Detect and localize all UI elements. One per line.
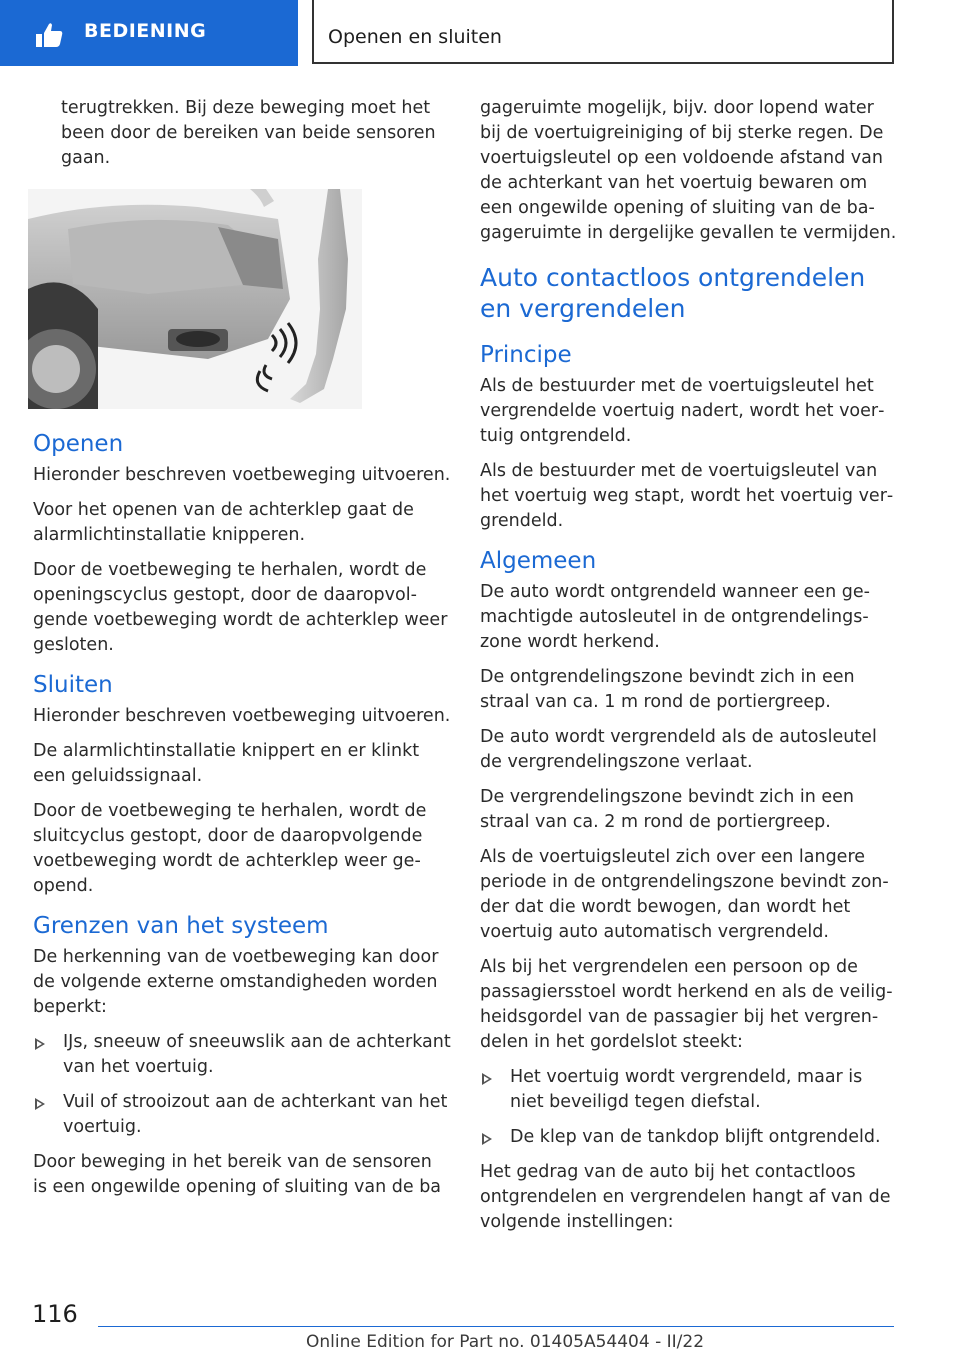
openen-paragraph-3: Door de voetbeweging te herhalen, wordt de openingscyclus gestopt, door de daaropvolgende voetbeweging wordt de achterklep weer gesloten. bbox=[33, 560, 448, 655]
list-item-text: De klep van de tankdop blijft ontgrendeld. bbox=[510, 1127, 881, 1147]
triangle-bullet-icon bbox=[482, 1133, 492, 1145]
triangle-bullet-icon bbox=[482, 1073, 492, 1085]
heading-contactloos: Auto contactloos ontgrendelen en vergrendelen bbox=[480, 263, 866, 323]
openen-paragraph-1: Hieronder beschreven voetbeweging uitvoeren. bbox=[33, 465, 451, 485]
heading-sluiten: Sluiten bbox=[33, 672, 113, 698]
car-rear-illustration bbox=[28, 189, 362, 409]
algemeen-paragraph-3: De auto wordt vergrendeld als de autosleutel de vergrendelingszone verlaat. bbox=[480, 727, 877, 772]
footer-divider bbox=[98, 1326, 894, 1327]
right-column bbox=[480, 96, 898, 1245]
intro-paragraph: terugtrekken. Bij deze beweging moet het been door de bereiken van beide sensoren gaan. bbox=[61, 98, 436, 168]
sluiten-paragraph-3: Door de voetbeweging te herhalen, wordt de sluitcyclus gestopt, door de daaropvolgende voetbeweging wordt de achterklep weer geopend. bbox=[33, 801, 427, 896]
openen-paragraph-2: Voor het openen van de achterklep gaat de alarmlichtinstallatie knipperen. bbox=[33, 500, 414, 545]
hand-pointer-icon bbox=[32, 20, 66, 50]
chapter-title: Openen en sluiten bbox=[328, 26, 502, 48]
heading-openen: Openen bbox=[33, 431, 124, 457]
algemeen-paragraph-7: Het gedrag van de auto bij het contactloos ontgrendelen en vergrendelen hangt af van de volgende instellingen: bbox=[480, 1162, 891, 1232]
algemeen-paragraph-1: De auto wordt ontgrendeld wanneer een gemachtigde autosleutel in de ontgrendelingszone wordt herkend. bbox=[480, 582, 870, 652]
sluiten-paragraph-1: Hieronder beschreven voetbeweging uitvoeren. bbox=[33, 706, 451, 726]
footer-edition: Online Edition for Part no. 01405A54404 - II/22 bbox=[306, 1332, 705, 1352]
principe-paragraph-2: Als de bestuurder met de voertuigsleutel van het voertuig weg stapt, wordt het voertuig vergrendeld. bbox=[480, 461, 894, 531]
list-item-text: Vuil of strooizout aan de achterkant van het voertuig. bbox=[63, 1092, 448, 1137]
heading-grenzen: Grenzen van het systeem bbox=[33, 913, 329, 939]
heading-algemeen: Algemeen bbox=[480, 548, 597, 574]
rear-bumper-foot-sensor-figure bbox=[28, 189, 362, 409]
algemeen-paragraph-6: Als bij het vergrendelen een persoon op de passagiersstoel wordt herkend en als de veiligheidsgordel van de passagier bij het vergrendelen in het gordelslot steekt: bbox=[480, 957, 893, 1052]
principe-paragraph-1: Als de bestuurder met de voertuigsleutel het vergrendelde voertuig nadert, wordt het voertuig ontgrendeld. bbox=[480, 376, 885, 446]
list-item bbox=[480, 1065, 898, 1115]
list-item bbox=[33, 1090, 451, 1140]
triangle-bullet-icon bbox=[35, 1038, 45, 1050]
algemeen-paragraph-5: Als de voertuigsleutel zich over een langere periode in de ontgrendelingszone bevindt zonder dat die wordt bewogen, dan wordt het voertuig auto automatisch vergrendeld. bbox=[480, 847, 889, 942]
list-item bbox=[33, 1030, 451, 1080]
page-header bbox=[0, 0, 960, 66]
section-label: BEDIENING bbox=[84, 20, 207, 42]
chapter-title-box bbox=[312, 0, 894, 64]
left-column bbox=[33, 96, 451, 1210]
section-tab bbox=[0, 0, 298, 66]
list-item bbox=[480, 1125, 898, 1150]
triangle-bullet-icon bbox=[35, 1098, 45, 1110]
sluiten-paragraph-2: De alarmlichtinstallatie knippert en er klinkt een geluidssignaal. bbox=[33, 741, 420, 786]
grenzen-paragraph-2: Door beweging in het bereik van de sensoren is een ongewilde opening of sluiting van de ba bbox=[33, 1152, 442, 1197]
list-item-text: IJs, sneeuw of sneeuwslik aan de achterkant van het voertuig. bbox=[63, 1032, 451, 1077]
list-item-text: Het voertuig wordt vergrendeld, maar is niet beveiligd tegen diefstal. bbox=[510, 1067, 863, 1112]
grenzen-paragraph-1: De herkenning van de voetbeweging kan door de volgende externe omstandigheden worden beperkt: bbox=[33, 947, 439, 1017]
continued-paragraph: gageruimte mogelijk, bijv. door lopend water bij de voertuigreiniging of bij sterke regen. De voertuigsleutel op een voldoende afstand van de achterkant van het voertuig bewaren om een ongewilde opening of sluiting van de bagageruimte in dergelijke gevallen te vermijden. bbox=[480, 98, 897, 243]
heading-principe: Principe bbox=[480, 342, 572, 368]
algemeen-paragraph-4: De vergrendelingszone bevindt zich in een straal van ca. 2 m rond de portiergreep. bbox=[480, 787, 855, 832]
algemeen-paragraph-2: De ontgrendelingszone bevindt zich in een straal van ca. 1 m rond de portiergreep. bbox=[480, 667, 855, 712]
page-number: 116 bbox=[32, 1300, 78, 1328]
